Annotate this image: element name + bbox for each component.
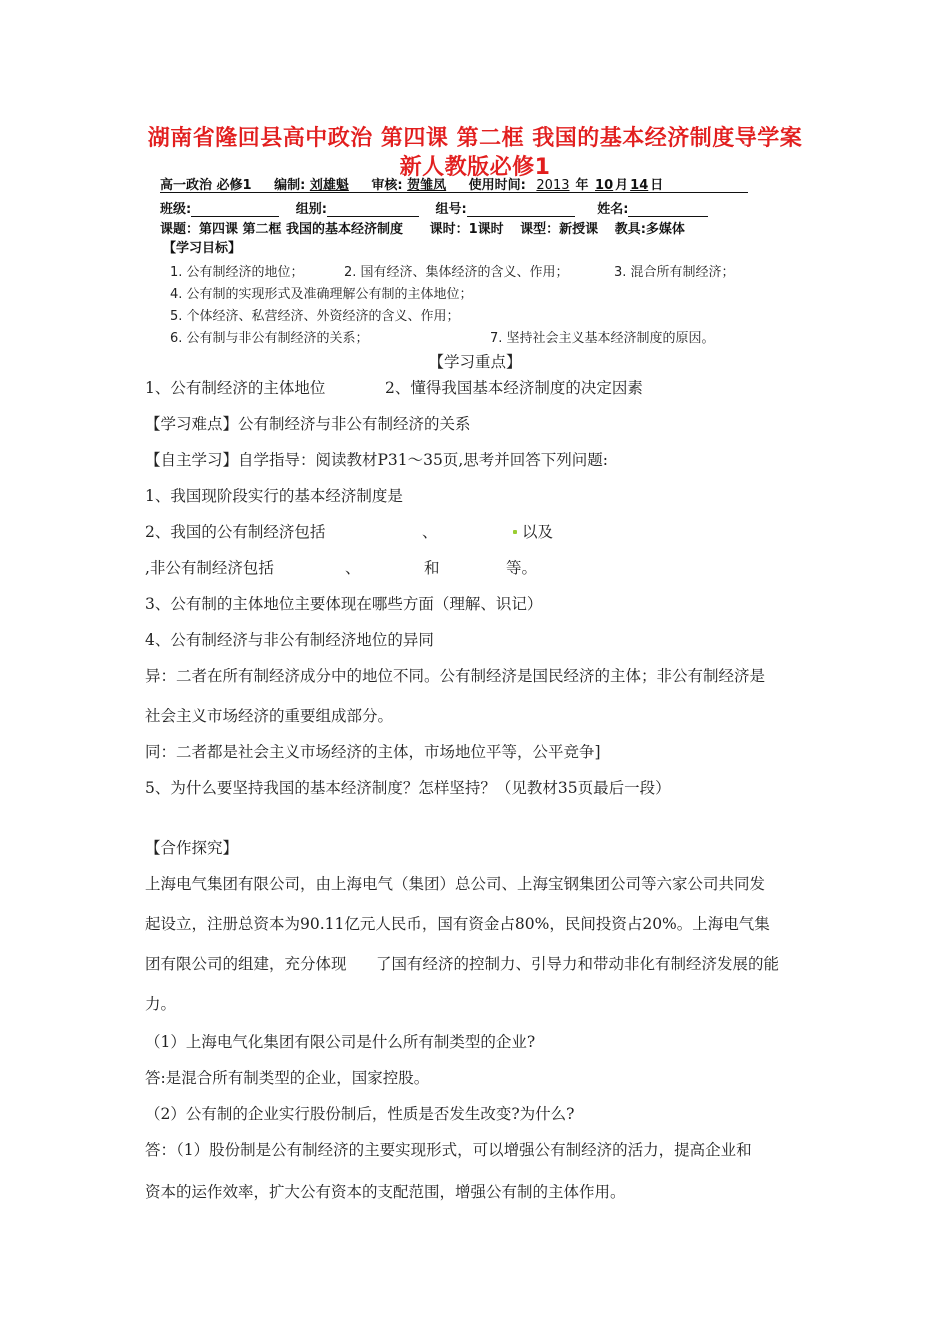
coop-answer-2-line1: 答：（1）股份制是公有制经济的主要实现形式，可以增强公有制经济的活力，提高企业和 [145, 1141, 752, 1159]
class-blank[interactable] [191, 201, 279, 217]
course-label: 高一政治 必修1 [160, 178, 252, 193]
reviewer-label: 审核: [371, 178, 403, 193]
objective-item-2: 2. 国有经济、集体经济的含义、作用； [344, 265, 569, 280]
document-title-line1: 湖南省隆回县高中政治 第四课 第二框 我国的基本经济制度导学案 [147, 126, 803, 151]
self-study-q4: 4、公有制经济与非公有制经济地位的异同 [145, 631, 434, 649]
coop-answer-1: 答:是混合所有制类型的企业，国家控股。 [145, 1069, 430, 1087]
reviewer-name: 贺雏凤 [407, 178, 447, 193]
difficulty-line: 【学习难点】公有制经济与非公有制经济的关系 [145, 415, 471, 433]
year-value: 2013 [536, 178, 570, 193]
group-label: 组别: [295, 202, 327, 217]
lesson-hours: 课时：1课时 [429, 222, 504, 237]
self-study-q2-e: 、 [345, 559, 361, 577]
day-unit: 日 [650, 178, 664, 193]
num-label: 组号: [435, 202, 467, 217]
meta-row-course [160, 174, 748, 193]
diff-label: 异 [145, 667, 161, 685]
objective-item-3: 3. 混合所有制经济； [614, 265, 735, 280]
month-value: 10 [595, 178, 614, 193]
objective-item-1: 1. 公有制经济的地位； [170, 265, 304, 280]
self-study-same: 同：二者都是社会主义市场经济的主体，市场地位平等，公平竞争] [145, 743, 601, 761]
self-study-q5: 5、为什么要坚持我国的基本经济制度？怎样坚持？（见教材35页最后一段） [145, 779, 671, 797]
coop-paragraph-line4: 力。 [145, 995, 177, 1013]
coop-paragraph-line3a: 团有限公司的组建，充分体现 [145, 955, 347, 973]
coop-paragraph-line3b: 了国有经济的控制力、引导力和带动非化有制经济发展的能 [376, 955, 780, 973]
lesson-type: 课型：新授课 [520, 222, 599, 237]
self-study-diff-line1 [145, 664, 765, 686]
self-study-q2-b: 、 [422, 523, 438, 541]
objectives-heading: 【学习目标】 [163, 241, 242, 256]
class-label: 班级: [160, 202, 192, 217]
self-study-q3: 3、公有制的主体地位主要体现在哪些方面（理解、识记） [145, 595, 543, 613]
coop-heading: 【合作探究】 [145, 839, 239, 857]
key-points-heading: 【学习重点】 [428, 353, 522, 371]
coop-question-1: （1）上海电气化集团有限公司是什么所有制类型的企业? [145, 1033, 536, 1051]
meta-row-lesson [160, 218, 685, 237]
lesson-title: 课题：第四课 第二框 我国的基本经济制度 [160, 222, 404, 237]
diff-text: ：二者在所有制经济成分中的地位不同。公有制经济是国民经济的主体；非公有制经济是 [160, 667, 766, 685]
objective-item-6: 6. 公有制与非公有制经济的关系； [170, 331, 369, 346]
objective-item-4: 4. 公有制的实现形式及准确理解公有制的主体地位； [170, 287, 473, 302]
key-point-2: 2、懂得我国基本经济制度的决定因素 [385, 379, 643, 397]
coop-paragraph-line1: 上海电气集团有限公司，由上海电气（集团）总公司、上海宝钢集团公司等六家公司共同发 [145, 875, 766, 893]
self-study-q2-c: 以及 [522, 523, 554, 541]
self-study-q2-g: 等。 [506, 559, 538, 577]
coop-paragraph-line2: 起设立，注册总资本为90.11亿元人民币，国有资金占80%，民间投资占20%。上海电气集 [145, 915, 770, 933]
num-blank[interactable] [467, 201, 575, 217]
coop-question-2: （2）公有制的企业实行股份制后，性质是否发生改变?为什么? [145, 1105, 575, 1123]
key-point-1: 1、公有制经济的主体地位 [145, 379, 326, 397]
self-study-intro: 【自主学习】自学指导：阅读教材P31～35页,思考并回答下列问题: [145, 451, 609, 469]
day-value: 14 [630, 178, 649, 193]
author-name: 刘雄魁 [309, 178, 349, 193]
month-unit: 月 [615, 178, 629, 193]
name-blank[interactable] [628, 201, 708, 217]
self-study-q2-f: 和 [424, 559, 440, 577]
group-blank[interactable] [327, 201, 419, 217]
document-title-line2: 新人教版必修1 [399, 155, 551, 180]
time-label: 使用时间: [468, 178, 526, 193]
objective-item-7: 7. 坚持社会主义基本经济制度的原因。 [490, 331, 715, 346]
lesson-tools: 教具:多媒体 [614, 222, 685, 237]
self-study-q1: 1、我国现阶段实行的基本经济制度是 [145, 487, 403, 505]
self-study-q2-a: 2、我国的公有制经济包括 [145, 523, 326, 541]
self-study-diff-line2: 社会主义市场经济的重要组成部分。 [145, 707, 394, 725]
year-unit: 年 [575, 178, 589, 193]
coop-answer-2-line2: 资本的运作效率，扩大公有资本的支配范围，增强公有制的主体作用。 [145, 1183, 626, 1201]
objective-item-5: 5. 个体经济、私营经济、外资经济的含义、作用； [170, 309, 460, 324]
name-label: 姓名: [597, 202, 629, 217]
meta-row-class [160, 198, 708, 217]
mark-dot [513, 530, 517, 534]
self-study-q2-d: ,非公有制经济包括 [145, 559, 274, 577]
author-label: 编制: [274, 178, 306, 193]
